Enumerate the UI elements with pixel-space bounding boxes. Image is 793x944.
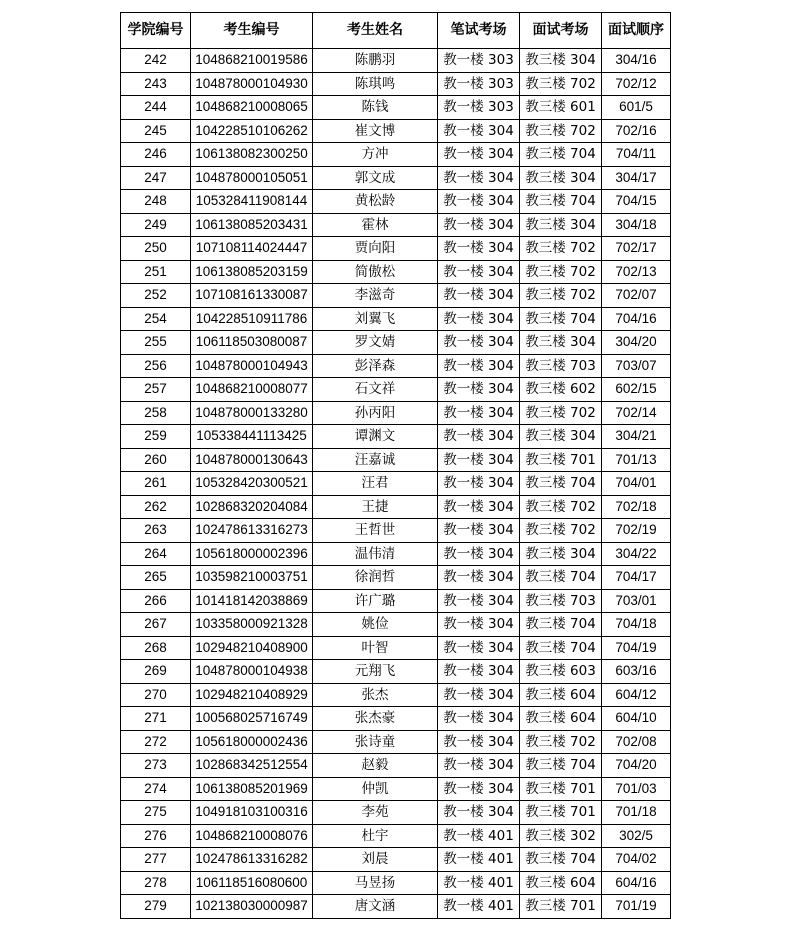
cell-interview-order: 701/19: [602, 895, 671, 919]
cell-candidate-name: 简傲松: [313, 260, 438, 284]
table-row: [121, 566, 671, 590]
cell-interview-room: 教三楼 704: [520, 307, 602, 331]
cell-college-number: 258: [121, 401, 191, 425]
cell-interview-order: 704/17: [602, 566, 671, 590]
cell-written-exam-room: 教一楼 304: [438, 213, 520, 237]
cell-candidate-number: 104228510911786: [191, 307, 313, 331]
cell-interview-order: 304/22: [602, 542, 671, 566]
interview-schedule-table: [120, 12, 671, 919]
cell-candidate-name: 李滋奇: [313, 284, 438, 308]
table-header: [121, 13, 671, 49]
cell-interview-room: 教三楼 701: [520, 777, 602, 801]
table-row: [121, 260, 671, 284]
cell-written-exam-room: 教一楼 304: [438, 237, 520, 261]
header-interview-order: 面试顺序: [602, 13, 671, 49]
cell-interview-order: 704/11: [602, 143, 671, 167]
cell-candidate-name: 陈琪鸣: [313, 72, 438, 96]
cell-candidate-name: 贾向阳: [313, 237, 438, 261]
cell-college-number: 267: [121, 613, 191, 637]
cell-candidate-number: 100568025716749: [191, 707, 313, 731]
cell-candidate-name: 叶智: [313, 636, 438, 660]
cell-interview-room: 教三楼 702: [520, 72, 602, 96]
cell-interview-order: 702/08: [602, 730, 671, 754]
cell-college-number: 270: [121, 683, 191, 707]
cell-college-number: 245: [121, 119, 191, 143]
cell-college-number: 249: [121, 213, 191, 237]
cell-interview-order: 704/01: [602, 472, 671, 496]
cell-candidate-number: 105618000002396: [191, 542, 313, 566]
table-row: [121, 824, 671, 848]
cell-written-exam-room: 教一楼 304: [438, 589, 520, 613]
cell-interview-order: 601/5: [602, 96, 671, 120]
cell-candidate-number: 106118516080600: [191, 871, 313, 895]
cell-written-exam-room: 教一楼 304: [438, 284, 520, 308]
cell-candidate-number: 102948210408929: [191, 683, 313, 707]
cell-candidate-name: 刘翼飞: [313, 307, 438, 331]
cell-interview-order: 703/01: [602, 589, 671, 613]
cell-candidate-number: 106138085203159: [191, 260, 313, 284]
cell-interview-room: 教三楼 702: [520, 730, 602, 754]
cell-interview-room: 教三楼 603: [520, 660, 602, 684]
header-row: [121, 13, 671, 49]
cell-college-number: 266: [121, 589, 191, 613]
cell-college-number: 276: [121, 824, 191, 848]
cell-interview-room: 教三楼 702: [520, 519, 602, 543]
cell-candidate-number: 104868210019586: [191, 49, 313, 73]
cell-college-number: 272: [121, 730, 191, 754]
cell-written-exam-room: 教一楼 304: [438, 260, 520, 284]
cell-candidate-name: 马昱扬: [313, 871, 438, 895]
cell-candidate-name: 谭渊文: [313, 425, 438, 449]
cell-interview-order: 603/16: [602, 660, 671, 684]
table-row: [121, 730, 671, 754]
cell-candidate-number: 106138085203431: [191, 213, 313, 237]
cell-interview-room: 教三楼 304: [520, 213, 602, 237]
cell-candidate-number: 102478613316282: [191, 848, 313, 872]
cell-interview-room: 教三楼 701: [520, 895, 602, 919]
cell-written-exam-room: 教一楼 304: [438, 519, 520, 543]
cell-written-exam-room: 教一楼 304: [438, 801, 520, 825]
cell-candidate-number: 104868210008065: [191, 96, 313, 120]
cell-written-exam-room: 教一楼 304: [438, 378, 520, 402]
cell-college-number: 263: [121, 519, 191, 543]
table-row: [121, 166, 671, 190]
cell-interview-room: 教三楼 702: [520, 284, 602, 308]
cell-candidate-name: 彭泽森: [313, 354, 438, 378]
cell-candidate-name: 杜宇: [313, 824, 438, 848]
table-row: [121, 801, 671, 825]
cell-college-number: 273: [121, 754, 191, 778]
cell-interview-order: 704/16: [602, 307, 671, 331]
header-interview-room: 面试考场: [520, 13, 602, 49]
table-row: [121, 331, 671, 355]
cell-written-exam-room: 教一楼 401: [438, 895, 520, 919]
cell-candidate-number: 104878000130643: [191, 448, 313, 472]
cell-candidate-name: 陈鹏羽: [313, 49, 438, 73]
table-body: [121, 49, 671, 919]
cell-candidate-name: 崔文博: [313, 119, 438, 143]
table-row: [121, 589, 671, 613]
cell-college-number: 255: [121, 331, 191, 355]
cell-interview-order: 704/15: [602, 190, 671, 214]
cell-interview-room: 教三楼 704: [520, 613, 602, 637]
cell-candidate-name: 赵毅: [313, 754, 438, 778]
cell-written-exam-room: 教一楼 304: [438, 542, 520, 566]
cell-interview-order: 701/18: [602, 801, 671, 825]
cell-candidate-number: 106138085201969: [191, 777, 313, 801]
cell-written-exam-room: 教一楼 304: [438, 307, 520, 331]
cell-written-exam-room: 教一楼 304: [438, 683, 520, 707]
cell-written-exam-room: 教一楼 304: [438, 354, 520, 378]
cell-interview-order: 604/16: [602, 871, 671, 895]
header-college-number: 学院编号: [121, 13, 191, 49]
cell-written-exam-room: 教一楼 304: [438, 613, 520, 637]
cell-candidate-number: 104878000104930: [191, 72, 313, 96]
cell-candidate-name: 郭文成: [313, 166, 438, 190]
cell-college-number: 269: [121, 660, 191, 684]
table-row: [121, 378, 671, 402]
cell-college-number: 271: [121, 707, 191, 731]
table-row: [121, 613, 671, 637]
cell-interview-room: 教三楼 703: [520, 354, 602, 378]
cell-college-number: 274: [121, 777, 191, 801]
table-row: [121, 542, 671, 566]
cell-interview-room: 教三楼 604: [520, 683, 602, 707]
cell-interview-order: 701/13: [602, 448, 671, 472]
cell-interview-room: 教三楼 304: [520, 166, 602, 190]
cell-college-number: 264: [121, 542, 191, 566]
cell-college-number: 260: [121, 448, 191, 472]
cell-interview-room: 教三楼 702: [520, 260, 602, 284]
cell-candidate-name: 黄松龄: [313, 190, 438, 214]
cell-interview-order: 702/13: [602, 260, 671, 284]
cell-interview-order: 602/15: [602, 378, 671, 402]
header-written-exam-room: 笔试考场: [438, 13, 520, 49]
cell-candidate-number: 107108161330087: [191, 284, 313, 308]
cell-interview-room: 教三楼 704: [520, 472, 602, 496]
table-row: [121, 448, 671, 472]
cell-candidate-name: 仲凯: [313, 777, 438, 801]
cell-candidate-name: 孙丙阳: [313, 401, 438, 425]
cell-college-number: 265: [121, 566, 191, 590]
header-candidate-number: 考生编号: [191, 13, 313, 49]
cell-college-number: 246: [121, 143, 191, 167]
cell-candidate-number: 104868210008077: [191, 378, 313, 402]
cell-candidate-name: 姚俭: [313, 613, 438, 637]
table-row: [121, 519, 671, 543]
cell-written-exam-room: 教一楼 304: [438, 636, 520, 660]
cell-candidate-number: 106138082300250: [191, 143, 313, 167]
cell-candidate-name: 汪君: [313, 472, 438, 496]
cell-interview-order: 604/10: [602, 707, 671, 731]
cell-candidate-number: 105618000002436: [191, 730, 313, 754]
cell-interview-order: 702/14: [602, 401, 671, 425]
table-row: [121, 472, 671, 496]
cell-interview-order: 701/03: [602, 777, 671, 801]
cell-written-exam-room: 教一楼 401: [438, 871, 520, 895]
table-row: [121, 848, 671, 872]
cell-candidate-number: 104228510106262: [191, 119, 313, 143]
cell-college-number: 251: [121, 260, 191, 284]
cell-candidate-number: 104868210008076: [191, 824, 313, 848]
cell-interview-order: 703/07: [602, 354, 671, 378]
cell-interview-room: 教三楼 302: [520, 824, 602, 848]
cell-interview-order: 604/12: [602, 683, 671, 707]
table-row: [121, 895, 671, 919]
cell-interview-room: 教三楼 602: [520, 378, 602, 402]
cell-candidate-name: 霍林: [313, 213, 438, 237]
cell-interview-order: 702/07: [602, 284, 671, 308]
cell-candidate-number: 106118503080087: [191, 331, 313, 355]
cell-college-number: 254: [121, 307, 191, 331]
cell-interview-room: 教三楼 601: [520, 96, 602, 120]
cell-written-exam-room: 教一楼 304: [438, 730, 520, 754]
cell-interview-order: 702/19: [602, 519, 671, 543]
cell-candidate-name: 唐文涵: [313, 895, 438, 919]
cell-candidate-number: 105328420300521: [191, 472, 313, 496]
cell-college-number: 279: [121, 895, 191, 919]
cell-candidate-number: 102478613316273: [191, 519, 313, 543]
table-row: [121, 401, 671, 425]
cell-college-number: 277: [121, 848, 191, 872]
cell-candidate-name: 方冲: [313, 143, 438, 167]
cell-interview-order: 704/19: [602, 636, 671, 660]
cell-college-number: 247: [121, 166, 191, 190]
cell-written-exam-room: 教一楼 304: [438, 754, 520, 778]
cell-college-number: 262: [121, 495, 191, 519]
cell-candidate-number: 103358000921328: [191, 613, 313, 637]
table-row: [121, 707, 671, 731]
cell-interview-order: 304/16: [602, 49, 671, 73]
cell-candidate-number: 104878000104943: [191, 354, 313, 378]
table-row: [121, 754, 671, 778]
table-row: [121, 72, 671, 96]
cell-candidate-name: 王捷: [313, 495, 438, 519]
cell-college-number: 244: [121, 96, 191, 120]
cell-interview-room: 教三楼 704: [520, 848, 602, 872]
cell-candidate-name: 罗文婧: [313, 331, 438, 355]
cell-interview-room: 教三楼 604: [520, 707, 602, 731]
cell-interview-room: 教三楼 701: [520, 448, 602, 472]
cell-candidate-name: 徐润哲: [313, 566, 438, 590]
cell-interview-room: 教三楼 604: [520, 871, 602, 895]
cell-college-number: 256: [121, 354, 191, 378]
cell-candidate-name: 张诗童: [313, 730, 438, 754]
cell-interview-order: 704/02: [602, 848, 671, 872]
cell-written-exam-room: 教一楼 304: [438, 166, 520, 190]
cell-candidate-number: 107108114024447: [191, 237, 313, 261]
table-row: [121, 96, 671, 120]
cell-candidate-number: 104878000133280: [191, 401, 313, 425]
table-row: [121, 495, 671, 519]
table-row: [121, 307, 671, 331]
cell-interview-room: 教三楼 701: [520, 801, 602, 825]
cell-college-number: 259: [121, 425, 191, 449]
table-row: [121, 636, 671, 660]
cell-interview-order: 702/12: [602, 72, 671, 96]
cell-college-number: 275: [121, 801, 191, 825]
cell-candidate-number: 104878000104938: [191, 660, 313, 684]
table-row: [121, 425, 671, 449]
cell-candidate-name: 陈钱: [313, 96, 438, 120]
cell-candidate-name: 张杰豪: [313, 707, 438, 731]
cell-written-exam-room: 教一楼 304: [438, 190, 520, 214]
cell-written-exam-room: 教一楼 304: [438, 448, 520, 472]
table-row: [121, 660, 671, 684]
cell-candidate-number: 102868320204084: [191, 495, 313, 519]
table-row: [121, 683, 671, 707]
cell-written-exam-room: 教一楼 304: [438, 566, 520, 590]
cell-written-exam-room: 教一楼 304: [438, 425, 520, 449]
table-row: [121, 871, 671, 895]
cell-written-exam-room: 教一楼 304: [438, 660, 520, 684]
cell-candidate-name: 元翔飞: [313, 660, 438, 684]
cell-interview-order: 304/18: [602, 213, 671, 237]
cell-written-exam-room: 教一楼 304: [438, 495, 520, 519]
table-row: [121, 213, 671, 237]
cell-candidate-number: 103598210003751: [191, 566, 313, 590]
cell-candidate-number: 101418142038869: [191, 589, 313, 613]
cell-written-exam-room: 教一楼 304: [438, 401, 520, 425]
cell-interview-room: 教三楼 702: [520, 237, 602, 261]
cell-interview-order: 302/5: [602, 824, 671, 848]
cell-interview-order: 304/17: [602, 166, 671, 190]
cell-written-exam-room: 教一楼 401: [438, 848, 520, 872]
cell-interview-order: 702/17: [602, 237, 671, 261]
cell-candidate-number: 105328411908144: [191, 190, 313, 214]
cell-interview-room: 教三楼 702: [520, 119, 602, 143]
cell-interview-order: 304/21: [602, 425, 671, 449]
cell-interview-room: 教三楼 704: [520, 754, 602, 778]
cell-interview-room: 教三楼 704: [520, 566, 602, 590]
cell-college-number: 257: [121, 378, 191, 402]
cell-interview-order: 702/18: [602, 495, 671, 519]
cell-candidate-number: 104918103100316: [191, 801, 313, 825]
cell-college-number: 278: [121, 871, 191, 895]
header-candidate-name: 考生姓名: [313, 13, 438, 49]
cell-candidate-name: 王哲世: [313, 519, 438, 543]
cell-candidate-number: 105338441113425: [191, 425, 313, 449]
cell-written-exam-room: 教一楼 401: [438, 824, 520, 848]
cell-interview-room: 教三楼 704: [520, 636, 602, 660]
table-row: [121, 143, 671, 167]
cell-written-exam-room: 教一楼 303: [438, 96, 520, 120]
cell-interview-room: 教三楼 304: [520, 49, 602, 73]
cell-interview-room: 教三楼 304: [520, 331, 602, 355]
cell-candidate-number: 104878000105051: [191, 166, 313, 190]
cell-candidate-name: 许广璐: [313, 589, 438, 613]
cell-interview-room: 教三楼 304: [520, 542, 602, 566]
cell-written-exam-room: 教一楼 304: [438, 119, 520, 143]
cell-college-number: 242: [121, 49, 191, 73]
cell-college-number: 268: [121, 636, 191, 660]
cell-interview-room: 教三楼 702: [520, 495, 602, 519]
cell-candidate-name: 张杰: [313, 683, 438, 707]
cell-interview-order: 704/18: [602, 613, 671, 637]
table-row: [121, 284, 671, 308]
cell-written-exam-room: 教一楼 304: [438, 472, 520, 496]
table-row: [121, 190, 671, 214]
cell-written-exam-room: 教一楼 303: [438, 49, 520, 73]
cell-interview-order: 704/20: [602, 754, 671, 778]
cell-interview-room: 教三楼 702: [520, 401, 602, 425]
cell-candidate-name: 李苑: [313, 801, 438, 825]
cell-candidate-name: 汪嘉诚: [313, 448, 438, 472]
cell-interview-order: 702/16: [602, 119, 671, 143]
cell-college-number: 261: [121, 472, 191, 496]
cell-college-number: 250: [121, 237, 191, 261]
cell-interview-order: 304/20: [602, 331, 671, 355]
cell-written-exam-room: 教一楼 304: [438, 331, 520, 355]
cell-interview-room: 教三楼 304: [520, 425, 602, 449]
cell-candidate-number: 102138030000987: [191, 895, 313, 919]
table-row: [121, 777, 671, 801]
cell-college-number: 252: [121, 284, 191, 308]
table-row: [121, 237, 671, 261]
cell-candidate-name: 石文祥: [313, 378, 438, 402]
table-row: [121, 354, 671, 378]
table-row: [121, 49, 671, 73]
cell-candidate-name: 刘晨: [313, 848, 438, 872]
cell-college-number: 243: [121, 72, 191, 96]
cell-college-number: 248: [121, 190, 191, 214]
cell-interview-room: 教三楼 704: [520, 190, 602, 214]
table-row: [121, 119, 671, 143]
cell-candidate-name: 温伟清: [313, 542, 438, 566]
cell-interview-room: 教三楼 703: [520, 589, 602, 613]
cell-interview-room: 教三楼 704: [520, 143, 602, 167]
cell-written-exam-room: 教一楼 304: [438, 707, 520, 731]
cell-candidate-number: 102868342512554: [191, 754, 313, 778]
cell-written-exam-room: 教一楼 304: [438, 143, 520, 167]
cell-written-exam-room: 教一楼 304: [438, 777, 520, 801]
cell-candidate-number: 102948210408900: [191, 636, 313, 660]
cell-written-exam-room: 教一楼 303: [438, 72, 520, 96]
